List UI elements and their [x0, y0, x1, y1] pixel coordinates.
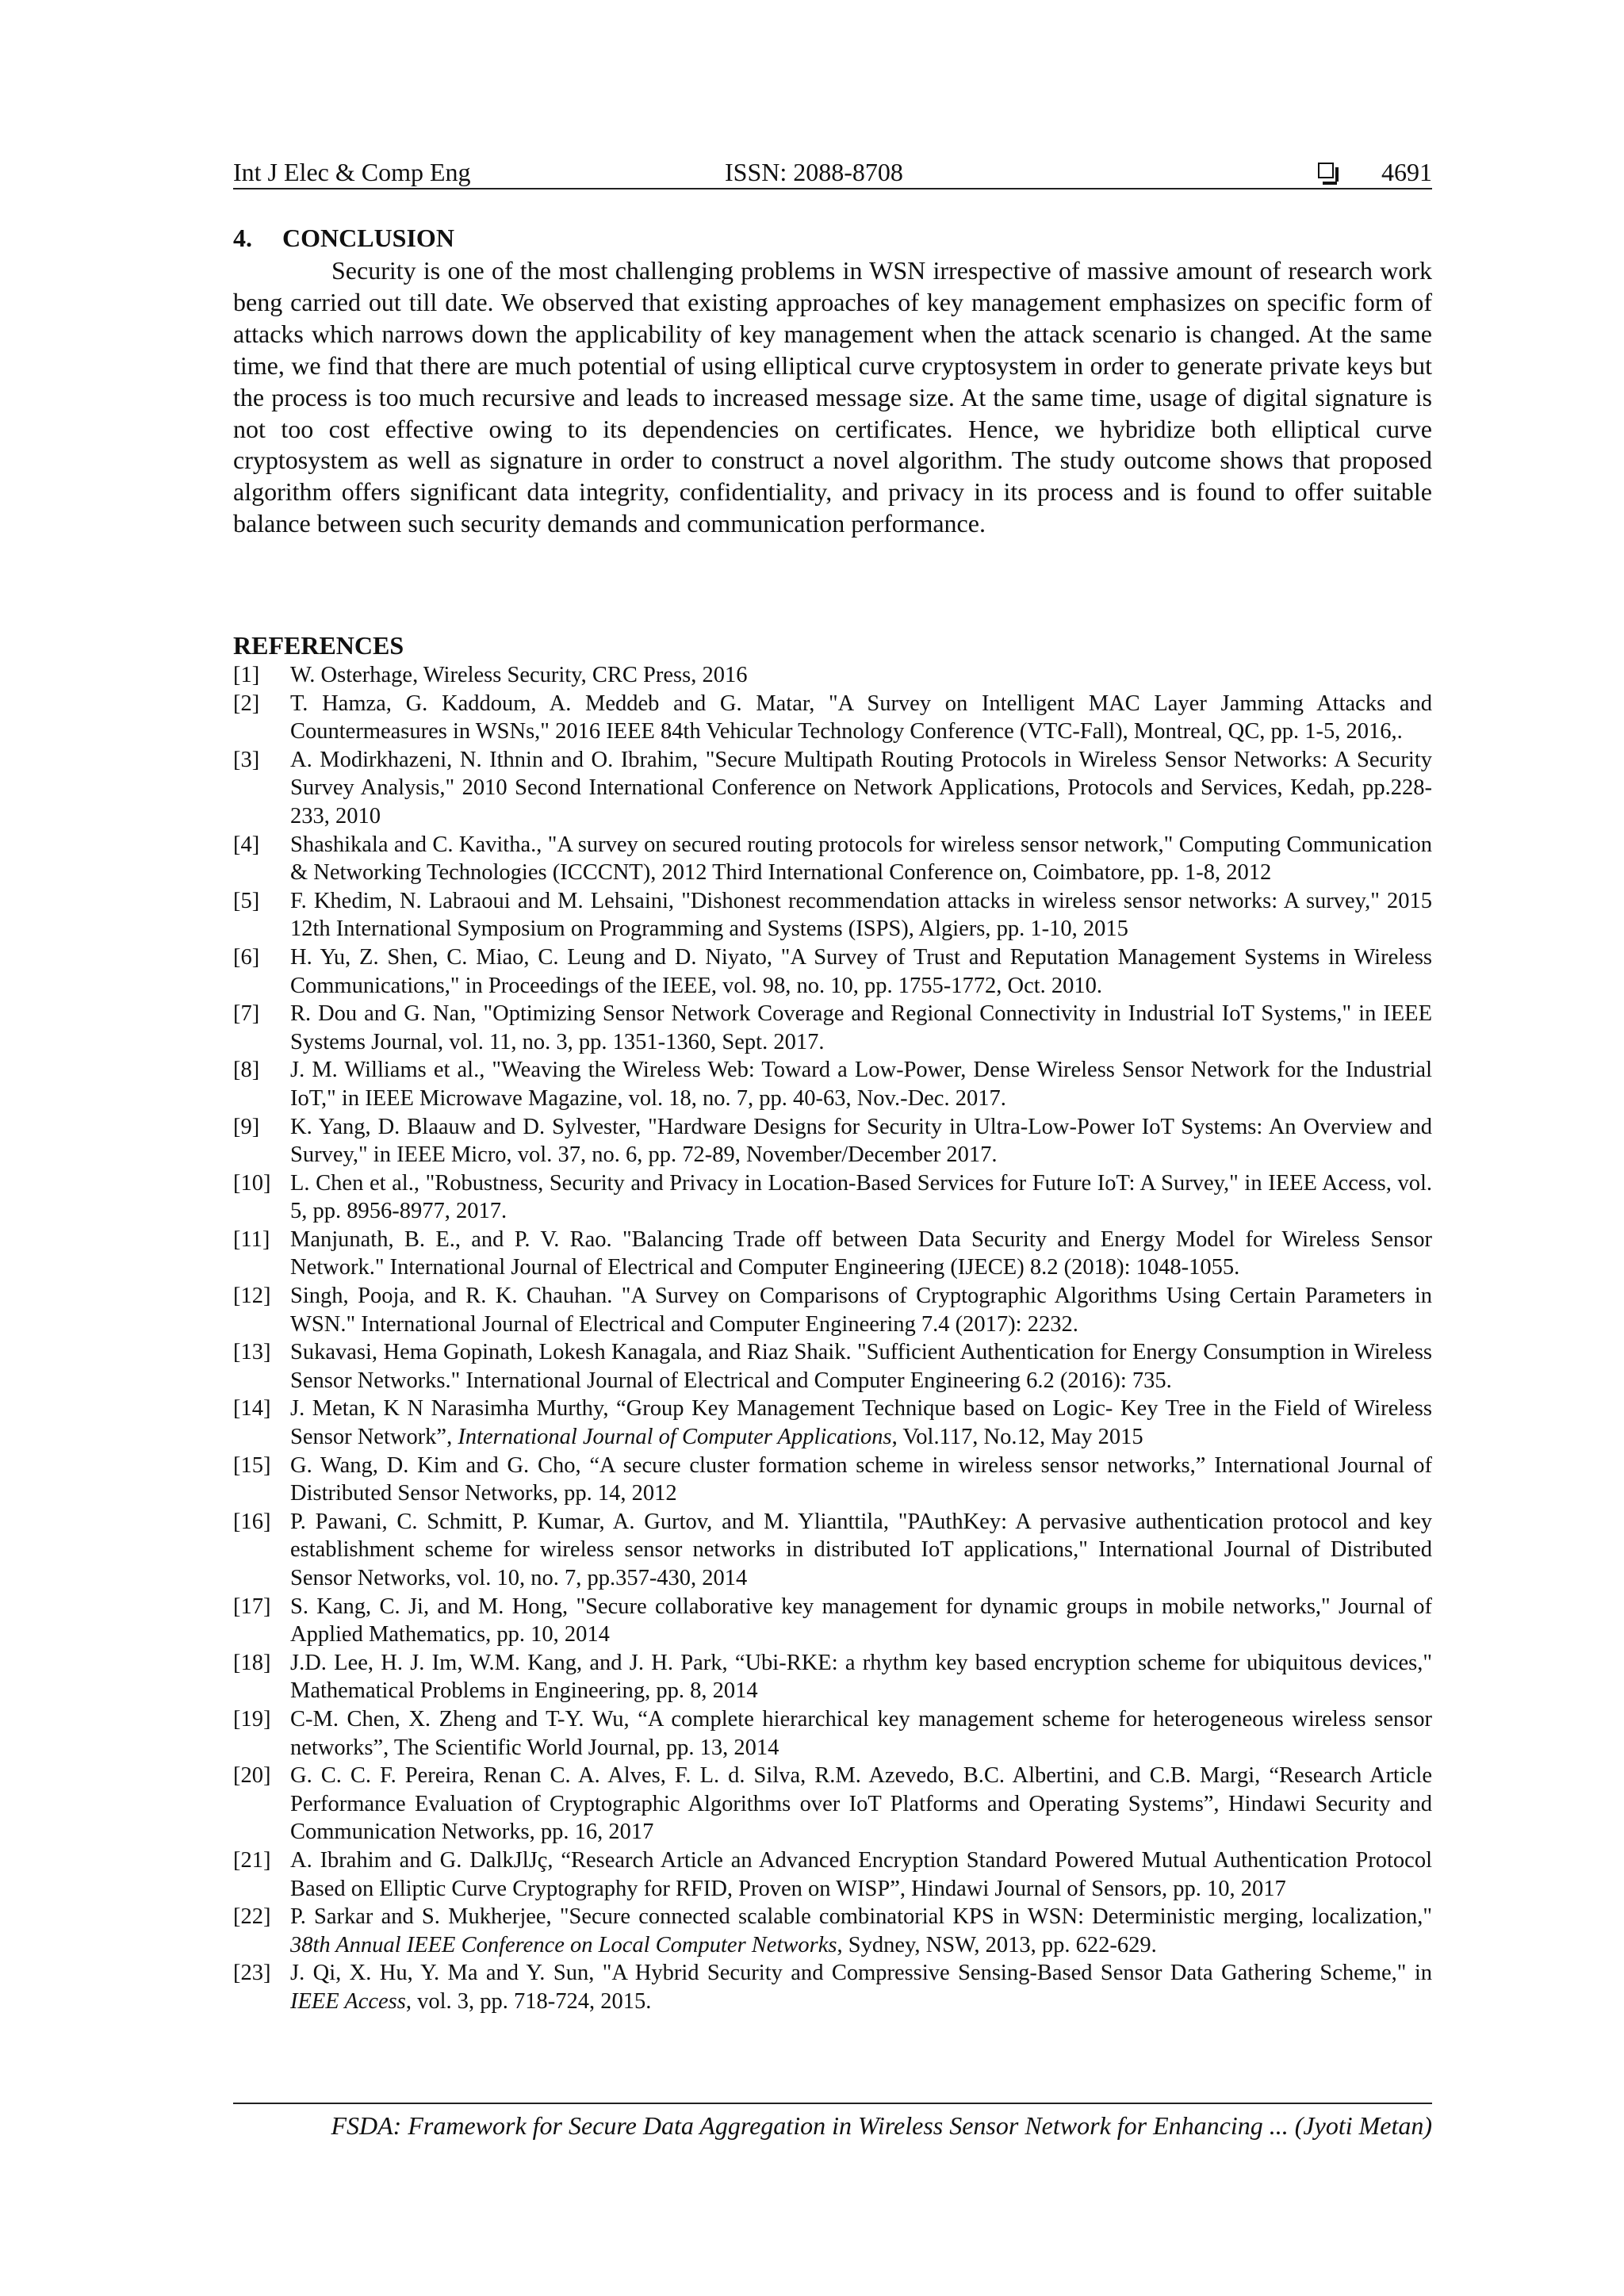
- reference-tail: , Vol.117, No.12, May 2015: [891, 1425, 1143, 1450]
- reference-number: [7]: [233, 1001, 260, 1027]
- reference-number: [17]: [233, 1594, 271, 1619]
- reference-number: [13]: [233, 1340, 271, 1365]
- reference-item: [233, 1959, 1432, 2015]
- reference-item: [233, 1395, 1432, 1451]
- conclusion-paragraph: Security is one of the most challenging problems in WSN irrespective of massive amount of research work beng carried out till date. We observed that existing approaches of key management emphasizes on specific form of attacks which narrows down the applicability of key management when the attack scenario is changed. At the same time, we find that there are much potential of using elliptical curve cryptosystem in order to generate private keys but the process is too much recursive and leads to increased message size. At the same time, usage of digital signature is not too cost effective owing to its dependencies on certificates. Hence, we hybridize both elliptical curve cryptosystem as well as signature in order to construct a novel algorithm. The study outcome shows that proposed algorithm offers significant data integrity, confidentiality, and privacy in its process and is found to offer suitable balance between such security demands and communication performance.: [233, 256, 1432, 538]
- section-title: CONCLUSION: [282, 224, 454, 252]
- reference-text: L. Chen et al., "Robustness, Security and Privacy in Location-Based Services for Future IoT: A Survey," in IEEE Access, vol. 5, pp. 8956-8977, 2017.: [290, 1170, 1432, 1224]
- reference-text: S. Kang, C. Ji, and M. Hong, "Secure collaborative key management for dynamic groups in mobile networks," Journal of Applied Mathematics, pp. 10, 2014: [290, 1594, 1432, 1647]
- reference-item: [233, 1452, 1432, 1508]
- reference-text: Sukavasi, Hema Gopinath, Lokesh Kanagala, and Riaz Shaik. "Sufficient Authentication for Energy Consumption in Wireless Sensor Networks." International Journal of Electrical and Computer Engineering 6.2 (2016): 735.: [290, 1340, 1432, 1393]
- reference-number: [22]: [233, 1904, 271, 1930]
- reference-text: Singh, Pooja, and R. K. Chauhan. "A Survey on Comparisons of Cryptographic Algorithms Using Certain Parameters in WSN." International Journal of Electrical and Computer Engineering 7.4 (2017): 2232.: [290, 1284, 1432, 1337]
- reference-item: [233, 1846, 1432, 1903]
- reference-text: Shashikala and C. Kavitha., "A survey on secured routing protocols for wireless sensor network," Computing Communication & Networking Technologies (ICCCNT), 2012 Third International Conference on, Coimbatore, pp. 1-8, 2012: [290, 832, 1432, 886]
- reference-number: [12]: [233, 1284, 271, 1309]
- issn-label: ISSN: 2088-8708: [725, 158, 903, 186]
- reference-item: [233, 746, 1432, 831]
- reference-item: [233, 1762, 1432, 1846]
- reference-item: [233, 831, 1432, 887]
- reference-number: [9]: [233, 1114, 260, 1139]
- reference-item: [233, 1593, 1432, 1649]
- reference-text: R. Dou and G. Nan, "Optimizing Sensor Network Coverage and Regional Connectivity in Industrial IoT Systems," in IEEE Systems Journal, vol. 11, no. 3, pp. 1351-1360, Sept. 2017.: [290, 1001, 1432, 1054]
- reference-text: J. Metan, K N Narasimha Murthy, “Group Key Management Technique based on Logic- Key Tree in the Field of Wireless Sensor Network”,: [290, 1396, 1432, 1450]
- reference-text: F. Khedim, N. Labraoui and M. Lehsaini, "Dishonest recommendation attacks in wireless sensor networks: A survey," 2015 12th International Symposium on Programming and Systems (ISPS), Algiers, pp. 1-10, 2015: [290, 888, 1432, 942]
- section-number: 4.: [233, 224, 252, 252]
- page-number: 4691: [1381, 158, 1432, 186]
- reference-text: P. Pawani, C. Schmitt, P. Kumar, A. Gurtov, and M. Ylianttila, "PAuthKey: A pervasive authentication protocol and key establishment scheme for wireless sensor networks in distributed IoT applications," International Journal of Distributed Sensor Networks, vol. 10, no. 7, pp.357-430, 2014: [290, 1509, 1432, 1590]
- reference-text: G. Wang, D. Kim and G. Cho, “A secure cluster formation scheme in wireless sensor networks,” International Journal of Distributed Sensor Networks, pp. 14, 2012: [290, 1452, 1432, 1506]
- reference-item: [233, 661, 1432, 690]
- journal-name: Int J Elec & Comp Eng: [233, 158, 471, 186]
- reference-text: C-M. Chen, X. Zheng and T-Y. Wu, “A complete hierarchical key management scheme for heterogeneous wireless sensor networks”, The Scientific World Journal, pp. 13, 2014: [290, 1706, 1432, 1760]
- reference-number: [15]: [233, 1452, 271, 1478]
- reference-text: A. Ibrahim and G. DalkJlJç, “Research Article an Advanced Encryption Standard Powered Mutual Authentication Protocol Based on Elliptic Curve Cryptography for RFID, Proven on WISP”, Hindawi Journal of Sensors, pp. 10, 2017: [290, 1847, 1432, 1901]
- reference-number: [8]: [233, 1058, 260, 1083]
- reference-text: J.D. Lee, H. J. Im, W.M. Kang, and J. H. Park, “Ubi-RKE: a rhythm key based encryption scheme for ubiquitous devices," Mathematical Problems in Engineering, pp. 8, 2014: [290, 1650, 1432, 1704]
- reference-number: [4]: [233, 832, 260, 857]
- reference-text: T. Hamza, G. Kaddoum, A. Meddeb and G. Matar, "A Survey on Intelligent MAC Layer Jamming Attacks and Countermeasures in WSNs," 2016 IEEE 84th Vehicular Technology Conference (VTC-Fall), Montreal, QC, pp. 1-5, 2016,.: [290, 691, 1432, 744]
- reference-item: [233, 1903, 1432, 1959]
- reference-list: [233, 661, 1432, 2016]
- reference-text: K. Yang, D. Blaauw and D. Sylvester, "Hardware Designs for Security in Ultra-Low-Power IoT Systems: An Overview and Survey," in IEEE Micro, vol. 37, no. 6, pp. 72-89, November/December 2017.: [290, 1114, 1432, 1168]
- reference-number: [11]: [233, 1226, 270, 1252]
- reference-text: H. Yu, Z. Shen, C. Miao, C. Leung and D. Niyato, "A Survey of Trust and Reputation Management Systems in Wireless Communications," in Proceedings of the IEEE, vol. 98, no. 10, pp. 1755-1772, Oct. 2010.: [290, 944, 1432, 998]
- square-box-icon: [1318, 163, 1334, 178]
- reference-text: J. Qi, X. Hu, Y. Ma and Y. Sun, "A Hybrid Security and Compressive Sensing-Based Sensor Data Gathering Scheme," in: [290, 1961, 1432, 1986]
- reference-text: W. Osterhage, Wireless Security, CRC Press, 2016: [290, 663, 748, 687]
- reference-number: [6]: [233, 944, 260, 970]
- running-header: [233, 156, 1432, 189]
- reference-item: [233, 887, 1432, 943]
- reference-item: [233, 1508, 1432, 1593]
- reference-number: [23]: [233, 1961, 271, 1986]
- reference-venue: 38th Annual IEEE Conference on Local Computer Networks: [290, 1932, 837, 1957]
- section-heading: [233, 222, 454, 254]
- reference-number: [20]: [233, 1763, 271, 1789]
- reference-text: J. M. Williams et al., "Weaving the Wireless Web: Toward a Low-Power, Dense Wireless Sensor Network for the Industrial IoT," in IEEE Microwave Magazine, vol. 18, no. 7, pp. 40-63, Nov.-Dec. 2017.: [290, 1058, 1432, 1111]
- reference-item: [233, 1705, 1432, 1762]
- reference-number: [19]: [233, 1706, 271, 1732]
- reference-tail: , Sydney, NSW, 2013, pp. 622-629.: [837, 1932, 1157, 1957]
- references-heading: REFERENCES: [233, 631, 404, 660]
- reference-text: G. C. C. F. Pereira, Renan C. A. Alves, F. L. d. Silva, R.M. Azevedo, B.C. Albertini, and C.B. Margi, “Research Article Performance Evaluation of Cryptographic Algorithms over IoT Platforms and Operating Systems”, Hindawi Security and Communication Networks, pp. 16, 2017: [290, 1763, 1432, 1845]
- reference-item: [233, 1169, 1432, 1226]
- reference-number: [5]: [233, 888, 260, 913]
- reference-item: [233, 1056, 1432, 1112]
- reference-item: [233, 1649, 1432, 1705]
- reference-text: Manjunath, B. E., and P. V. Rao. "Balancing Trade off between Data Security and Energy Model for Wireless Sensor Network." International Journal of Electrical and Computer Engineering (IJECE) 8.2 (2018): 1048-1055.: [290, 1226, 1432, 1280]
- reference-number: [16]: [233, 1509, 271, 1534]
- reference-item: [233, 1226, 1432, 1282]
- reference-venue: IEEE Access: [290, 1988, 406, 2014]
- reference-item: [233, 1113, 1432, 1169]
- reference-number: [2]: [233, 691, 260, 716]
- reference-text: P. Sarkar and S. Mukherjee, "Secure connected scalable combinatorial KPS in WSN: Deterministic merging, localization,": [290, 1904, 1432, 1930]
- reference-number: [21]: [233, 1847, 271, 1873]
- reference-item: [233, 1338, 1432, 1395]
- reference-tail: , vol. 3, pp. 718-724, 2015.: [405, 1988, 652, 2014]
- reference-text: A. Modirkhazeni, N. Ithnin and O. Ibrahim, "Secure Multipath Routing Protocols in Wireless Sensor Networks: A Security Survey Analysis," 2010 Second International Conference on Network Applications, Protocols and Services, Kedah, pp.228-233, 2010: [290, 747, 1432, 828]
- reference-number: [1]: [233, 663, 260, 687]
- reference-number: [10]: [233, 1170, 271, 1196]
- reference-number: [3]: [233, 747, 260, 772]
- running-footer: FSDA: Framework for Secure Data Aggregation in Wireless Sensor Network for Enhancing ... (Jyoti Metan): [233, 2103, 1432, 2144]
- reference-item: [233, 1000, 1432, 1056]
- reference-item: [233, 943, 1432, 1000]
- reference-number: [14]: [233, 1396, 271, 1422]
- reference-item: [233, 690, 1432, 746]
- reference-number: [18]: [233, 1650, 271, 1675]
- reference-item: [233, 1282, 1432, 1338]
- reference-venue: International Journal of Computer Applications: [458, 1425, 892, 1450]
